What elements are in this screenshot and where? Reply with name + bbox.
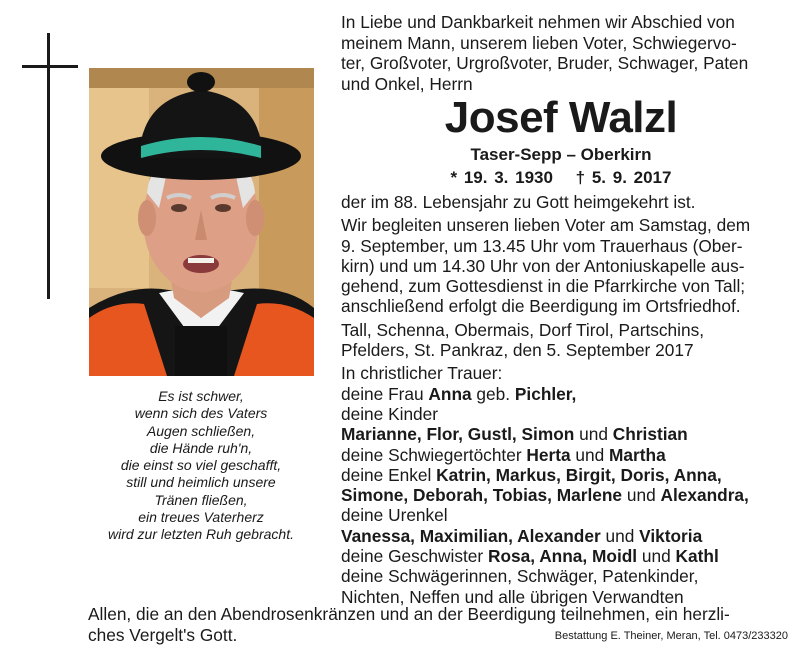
poem <box>86 388 316 544</box>
daughters-in-law-line: deine Schwiegertöchter Herta und Martha <box>341 444 666 465</box>
life-dates <box>341 167 781 189</box>
notice-text-column <box>341 12 781 607</box>
intro-line: meinem Mann, unserem lieben Voter, Schwiegervo- <box>341 32 737 53</box>
poem-line: Tränen fließen, <box>154 491 248 508</box>
poem-line: Augen schließen, <box>146 422 256 439</box>
relatives-line: Nichten, Neffen und alle übrigen Verwandten <box>341 586 684 607</box>
cross-horizontal-bar <box>22 65 78 68</box>
wife-line: deine Frau Anna geb. Pichler, <box>341 383 577 404</box>
nickname-place: Taser-Sepp – Oberkirn <box>470 145 652 164</box>
poem-line: still und heimlich unsere <box>126 474 276 491</box>
deceased-name: Josef Walzl <box>444 93 678 142</box>
poem-line: wenn sich des Vaters <box>134 405 268 422</box>
mourning-heading: In christlicher Trauer: <box>341 363 503 384</box>
great-grandchildren-label: deine Urenkel <box>341 505 448 526</box>
death-date: † 5. 9. 2017 <box>575 168 672 187</box>
notice-body <box>341 192 781 607</box>
portrait-photo <box>89 68 314 376</box>
funeral-line: kirn) und um 14.30 Uhr von der Antoniuskapelle aus- <box>341 255 745 276</box>
grandchildren-line: deine Enkel Katrin, Markus, Birgit, Doris, Anna, <box>341 464 722 485</box>
poem-line: ein treues Vaterherz <box>138 509 264 526</box>
closing-line: ches Vergelt's Gott. <box>88 624 238 645</box>
intro-line: und Onkel, Herrn <box>341 73 473 94</box>
funeral-line: gehend, zum Gottesdienst in die Pfarrkirche von Tall; <box>341 276 746 297</box>
poem-line: die einst so viel geschafft, <box>120 457 282 474</box>
cross-vertical-bar <box>47 33 50 299</box>
funeral-line: 9. September, um 13.45 Uhr vom Trauerhaus (Ober- <box>341 235 743 256</box>
children-names: Marianne, Flor, Gustl, Simon und Christian <box>341 424 688 445</box>
age-line: der im 88. Lebensjahr zu Gott heimgekehrt ist. <box>341 192 696 212</box>
place-line: Pfelders, St. Pankraz, den 5. September 2017 <box>341 340 694 361</box>
intro-paragraph <box>341 12 781 94</box>
birth-date: * 19. 3. 1930 <box>450 168 553 187</box>
poem-line: die Hände ruh'n, <box>149 439 253 456</box>
place-line: Tall, Schenna, Obermais, Dorf Tirol, Partschins, <box>341 319 705 340</box>
in-laws-line: deine Schwägerinnen, Schwäger, Patenkinder, <box>341 566 699 587</box>
closing-line: Allen, die an den Abendrosenkränzen und an der Beerdigung teilnehmen, ein herzli- <box>88 604 730 624</box>
funeral-line: Wir begleiten unseren lieben Voter am Samstag, dem <box>341 215 751 236</box>
poem-line: wird zur letzten Ruh gebracht. <box>108 526 294 543</box>
siblings-line: deine Geschwister Rosa, Anna, Moidl und Kathl <box>341 546 719 567</box>
great-grandchildren-names: Vanessa, Maximilian, Alexander und Viktoria <box>341 525 703 546</box>
funeral-line: anschließend erfolgt die Beerdigung im Ortsfriedhof. <box>341 296 741 317</box>
children-label: deine Kinder <box>341 403 439 424</box>
grandchildren-line-2: Simone, Deborah, Tobias, Marlene und Alexandra, <box>341 485 749 506</box>
intro-line: ter, Großvoter, Urgroßvoter, Bruder, Schwager, Paten <box>341 53 749 73</box>
undertaker-credit: Bestattung E. Theiner, Meran, Tel. 0473/233320 <box>554 630 788 642</box>
intro-line: In Liebe und Dankbarkeit nehmen wir Abschied von <box>341 12 735 32</box>
poem-line: Es ist schwer, <box>158 388 244 404</box>
